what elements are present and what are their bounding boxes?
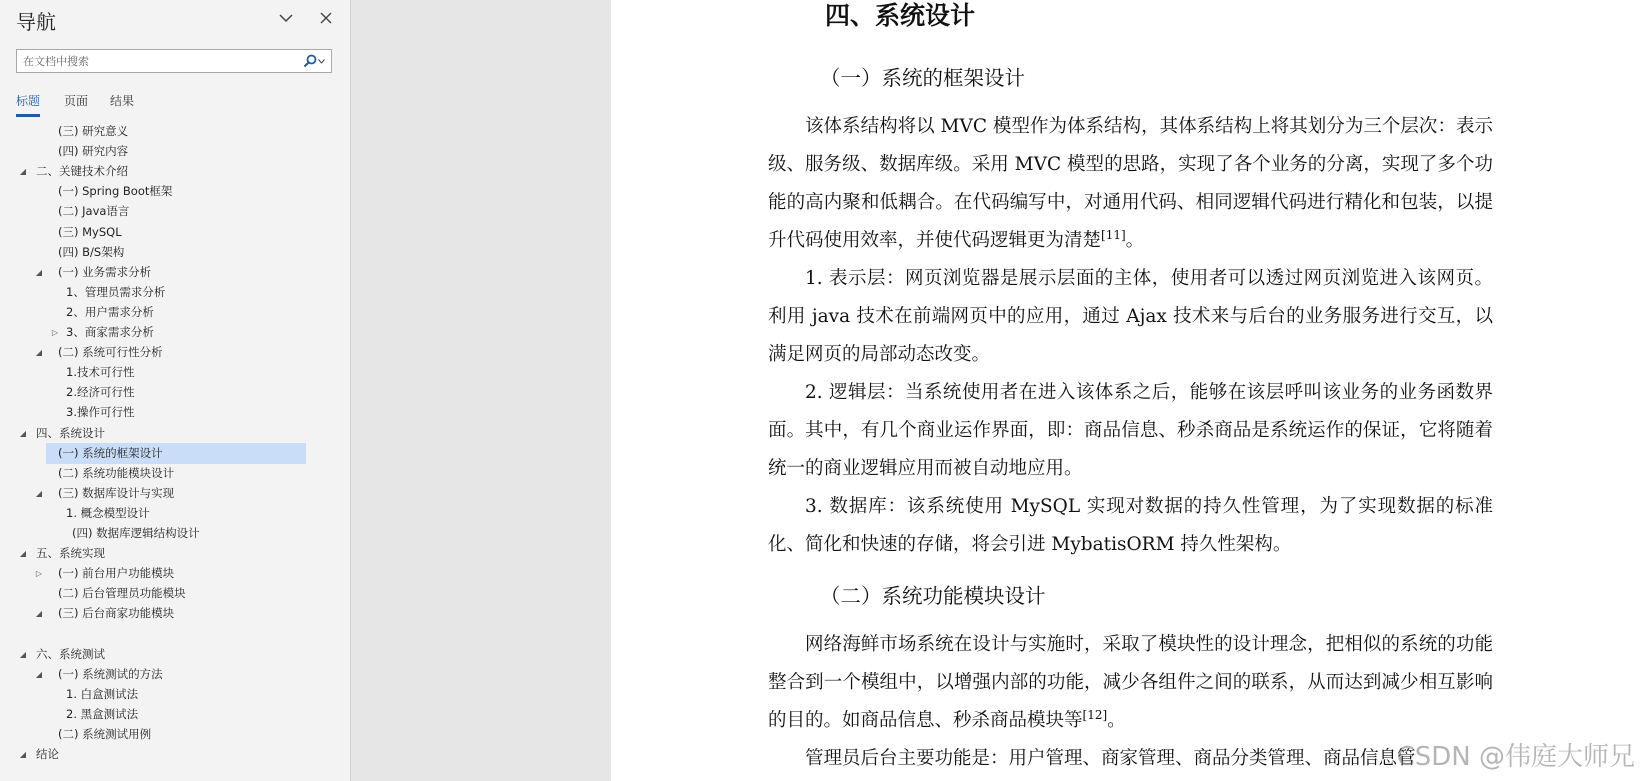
heading-tree-item[interactable]: 六、系统测试	[36, 647, 105, 661]
heading-tree-item[interactable]: 1、管理员需求分析	[66, 285, 166, 299]
document-page	[611, 0, 1643, 781]
citation: [12]	[1082, 707, 1108, 722]
close-icon[interactable]	[314, 6, 338, 30]
citation: [11]	[1101, 227, 1126, 242]
heading-tree-item[interactable]: (二) 系统可行性分析	[58, 345, 163, 359]
heading-tree-item[interactable]: (四) 数据库逻辑结构设计	[72, 526, 200, 540]
heading-tree-item[interactable]: 2、用户需求分析	[66, 305, 154, 319]
expand-triangle-icon[interactable]: ◢	[35, 489, 43, 498]
heading-tree-item[interactable]: (一) 前台用户功能模块	[58, 566, 175, 580]
section-heading-modules: （二）系统功能模块设计	[820, 584, 1046, 608]
workspace-background	[351, 0, 611, 781]
nav-pane-title: 导航	[16, 10, 56, 34]
chevron-down-icon	[318, 59, 325, 64]
paragraph-text: 该体系结构将以 MVC 模型作为体系结构，其体系结构上将其划分为三个层次：表示级、服务级、数据库级。采用 MVC 模型的思路，实现了各个业务的分离，实现了多个功能的高内聚和低耦合。在代码编写中，对通用代码、相同逻辑代码进行精化和包装，以提升代码使用效率，并使代码逻辑更为清楚	[768, 116, 1493, 251]
search-input[interactable]	[17, 50, 287, 72]
heading-tree-item[interactable]: (二) Java语言	[58, 204, 130, 218]
watermark: CSDN @伟庭大师兄	[1396, 742, 1635, 772]
heading-tree-item[interactable]: 四、系统设计	[36, 426, 105, 440]
heading-tree-item[interactable]: (一) Spring Boot框架	[58, 184, 173, 198]
tab-pages[interactable]: 页面	[64, 94, 89, 108]
heading-tree-item[interactable]: (一) 业务需求分析	[58, 265, 152, 279]
search-button[interactable]	[299, 51, 329, 71]
heading-tree-item[interactable]: (二) 系统功能模块设计	[58, 466, 175, 480]
heading-tree-item[interactable]: (二) 后台管理员功能模块	[58, 586, 186, 600]
heading-tree-item[interactable]: (三) MySQL	[58, 225, 122, 239]
paragraph: 1. 表示层：网页浏览器是展示层面的主体，使用者可以透过网页浏览进入该网页。利用 java 技术在前端网页中的应用，通过 Ajax 技术来与后台的业务服务进行交互，以满足网页的局部动态改变。	[768, 268, 1493, 365]
expand-triangle-icon[interactable]: ◢	[19, 650, 27, 659]
paragraph	[768, 108, 1493, 260]
heading-tree-item[interactable]: 2. 黑盒测试法	[66, 707, 139, 721]
paragraph-end: 。	[1107, 710, 1126, 731]
heading-tree-item[interactable]: 五、系统实现	[36, 546, 105, 560]
paragraph-text: 网络海鲜市场系统在设计与实施时，采取了模块性的设计理念，把相似的系统的功能整合到一个模组中，以增强内部的功能，减少各组件之间的联系，从而达到减少相互影响的目的。如商品信息、秒杀商品模块等	[768, 634, 1493, 731]
expand-triangle-icon[interactable]: ◢	[35, 268, 43, 277]
heading-tree-item[interactable]: 3、商家需求分析	[66, 325, 154, 339]
heading-tree-item[interactable]: (一) 系统测试的方法	[58, 667, 163, 681]
tab-results[interactable]: 结果	[110, 94, 135, 108]
expand-triangle-icon[interactable]: ◢	[19, 167, 27, 176]
heading-tree-item[interactable]: 1.技术可行性	[66, 365, 135, 379]
pane-options-chevron-icon[interactable]	[274, 6, 298, 30]
collapse-triangle-icon[interactable]: ▷	[51, 328, 59, 337]
heading-tree-item[interactable]: (四) 研究内容	[58, 144, 129, 158]
heading-tree-item[interactable]: (四) B/S架构	[58, 245, 125, 259]
heading-tree	[0, 121, 350, 781]
heading-tree-item[interactable]: 3.操作可行性	[66, 405, 135, 419]
heading-tree-item[interactable]: 2.经济可行性	[66, 385, 135, 399]
section-heading-framework: （一）系统的框架设计	[820, 66, 1025, 90]
expand-triangle-icon[interactable]: ◢	[19, 750, 27, 759]
expand-triangle-icon[interactable]: ◢	[35, 348, 43, 357]
paragraph: 2. 逻辑层：当系统使用者在进入该体系之后，能够在该层呼叫该业务的业务函数界面。其中，有几个商业运作界面，即：商品信息、秒杀商品是系统运作的保证，它将随着统一的商业逻辑应用而被自动地应用。	[768, 382, 1493, 479]
heading-tree-item[interactable]: (三) 数据库设计与实现	[58, 486, 175, 500]
navigation-pane	[0, 0, 351, 781]
heading-tree-item[interactable]: (二) 系统测试用例	[58, 727, 152, 741]
heading-tree-item[interactable]: (三) 研究意义	[58, 124, 129, 138]
paragraph: 管理员后台主要功能是：用户管理、商家管理、商品分类管理、商品信息管	[805, 748, 1416, 769]
heading-tree-item[interactable]: 二、关键技术介绍	[36, 164, 128, 178]
paragraph: 3. 数据库：该系统使用 MySQL 实现对数据的持久性管理，为了实现数据的标准化、简化和快速的存储，将会引进 MybatisORM 持久性架构。	[768, 496, 1493, 555]
heading-tree-item[interactable]: (一) 系统的框架设计	[58, 446, 163, 460]
expand-triangle-icon[interactable]: ◢	[19, 549, 27, 558]
paragraph	[768, 626, 1493, 740]
expand-triangle-icon[interactable]: ◢	[19, 429, 27, 438]
heading-tree-item[interactable]: (三) 后台商家功能模块	[58, 606, 175, 620]
heading-tree-item[interactable]: 1. 白盒测试法	[66, 687, 139, 701]
heading-tree-item[interactable]: 1. 概念模型设计	[66, 506, 150, 520]
search-box	[16, 49, 332, 73]
expand-triangle-icon[interactable]: ◢	[35, 670, 43, 679]
paragraph-end: 。	[1125, 230, 1145, 251]
chapter-heading: 四、系统设计	[825, 1, 976, 30]
search-icon	[303, 54, 317, 68]
tab-headings[interactable]: 标题	[16, 92, 40, 117]
heading-tree-item[interactable]: 结论	[36, 747, 59, 761]
expand-triangle-icon[interactable]: ◢	[35, 609, 43, 618]
collapse-triangle-icon[interactable]: ▷	[35, 569, 43, 578]
